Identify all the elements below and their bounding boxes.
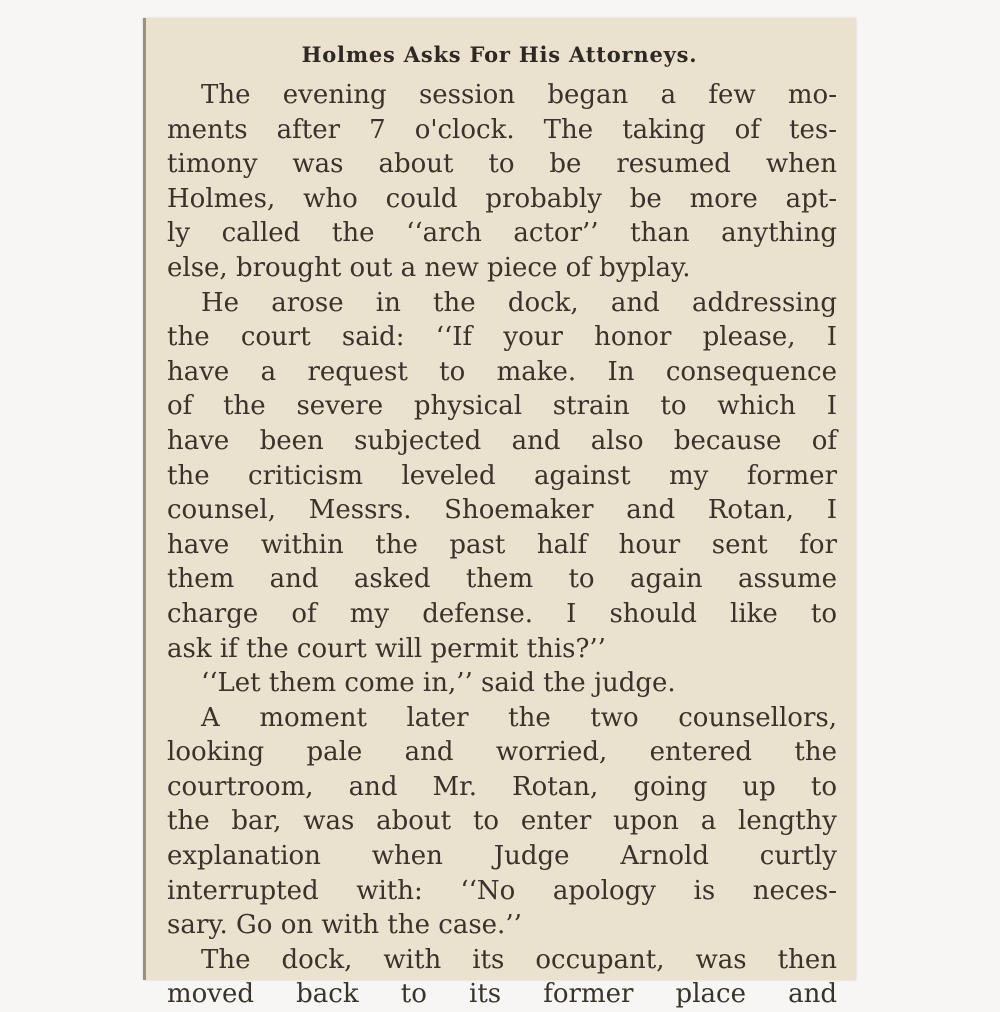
article-line: have been subjected and also because of [167, 425, 837, 456]
column-rule [143, 18, 146, 980]
article-line: the court said: ‘‘If your honor please, I [167, 322, 837, 353]
article-line: explanation when Judge Arnold curtly [167, 841, 837, 872]
article-line: sary. Go on with the case.’’ [167, 910, 522, 941]
article-line: The evening session began a few mo- [201, 80, 837, 110]
article-line: the bar, was about to enter upon a lengthy [167, 806, 837, 837]
article-line: The dock, with its occupant, was then [201, 944, 837, 975]
newspaper-clipping [143, 18, 856, 1010]
headline: Holmes Asks For His Attorneys. [301, 42, 698, 67]
article-line: looking pale and worried, entered the [167, 737, 837, 768]
article-body [167, 78, 837, 1012]
article-line: moved back to its former place and [167, 979, 837, 1010]
article-line: them and asked them to again assume [167, 564, 837, 595]
article-line: courtroom, and Mr. Rotan, going up to [167, 771, 837, 802]
article-line: ments after 7 o'clock. The taking of tes- [167, 114, 837, 145]
article-line: interrupted with: ‘‘No apology is neces- [167, 875, 837, 906]
article-line: A moment later the two counsellors, [201, 702, 837, 733]
article-line: have a request to make. In consequence [167, 356, 837, 387]
article-line: counsel, Messrs. Shoemaker and Rotan, I [167, 495, 837, 526]
article-line: charge of my defense. I should like to [167, 598, 837, 629]
article-line: ly called the ‘‘arch actor’’ than anything [167, 218, 837, 249]
article-line: the criticism leveled against my former [167, 460, 837, 491]
article-line: ‘‘Let them come in,’’ said the judge. [201, 668, 676, 699]
article-line: of the severe physical strain to which I [167, 391, 837, 422]
article-line: He arose in the dock, and addressing [201, 287, 837, 318]
article-line: Holmes, who could probably be more apt- [167, 183, 837, 214]
article-line: timony was about to be resumed when [167, 149, 837, 180]
article-line: have within the past half hour sent for [167, 529, 837, 560]
article-line: ask if the court will permit this?’’ [167, 633, 606, 664]
article-line: else, brought out a new piece of byplay. [167, 252, 691, 283]
